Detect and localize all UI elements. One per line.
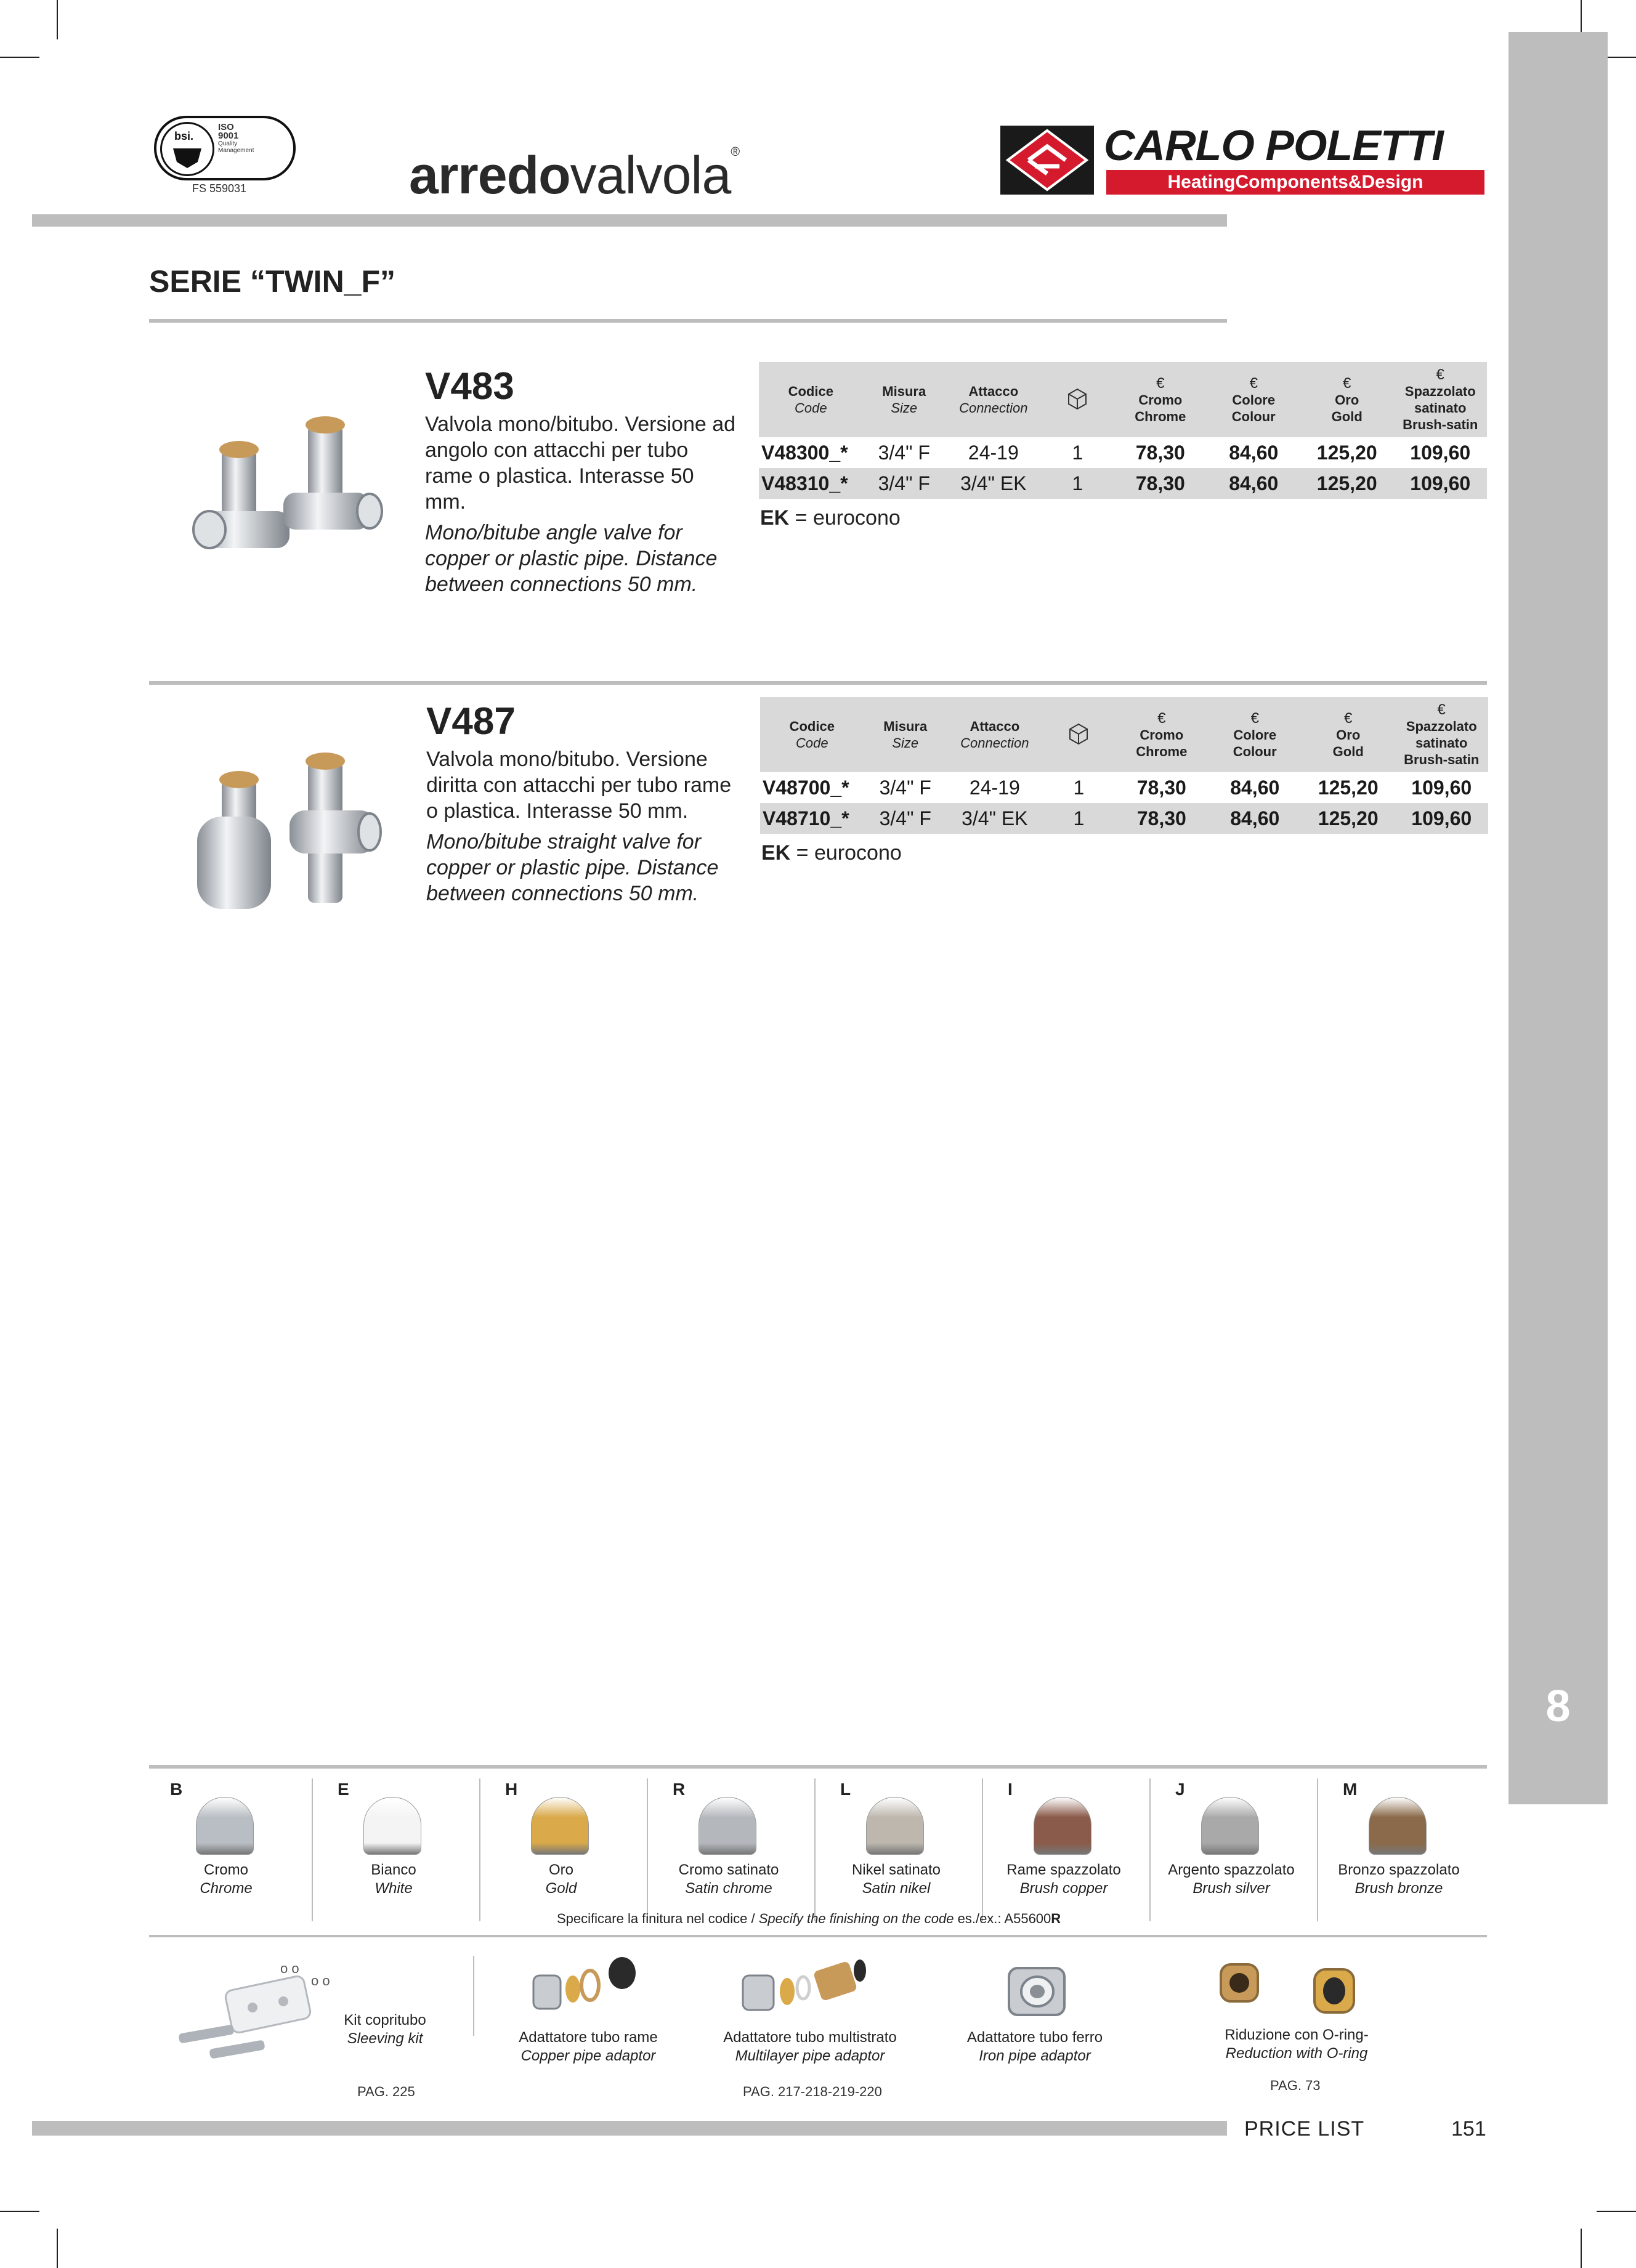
- table-row: [759, 468, 1487, 499]
- header-label: Attacco: [968, 384, 1019, 399]
- cell-size: 3/4" F: [863, 468, 946, 499]
- finish-name-it: Bianco: [371, 1862, 416, 1878]
- accessory-name-en: Sleeving kit: [347, 2030, 423, 2047]
- finish-name-en: Satin chrome: [685, 1880, 772, 1897]
- finish-label: [310, 1861, 477, 1898]
- finish-swatch-icon: [699, 1797, 756, 1855]
- table-row: [759, 437, 1487, 468]
- arredovalvola-logo: [409, 145, 739, 206]
- cell-colour: 84,60: [1207, 468, 1300, 499]
- cell-size: 3/4" F: [864, 803, 947, 834]
- table-row: [760, 803, 1488, 834]
- cell-gold: 125,20: [1316, 441, 1377, 464]
- accessory-label: [1207, 2026, 1386, 2063]
- header-label: Misura: [883, 719, 928, 734]
- col-code-header: [760, 697, 864, 772]
- description-english: Mono/bitube straight valve for copper or plastic pipe. Distance between connections 50 mm.: [426, 830, 719, 905]
- finish-label: [478, 1861, 644, 1898]
- finish-name-en: White: [375, 1880, 413, 1897]
- crop-mark: [0, 2211, 39, 2212]
- box-icon: [1043, 697, 1115, 772]
- copper-pipe-adaptor-image: [530, 1951, 647, 2019]
- header-label: Spazzolato satinato: [1404, 384, 1476, 416]
- cell-satin: 109,60: [1395, 803, 1488, 834]
- col-colour-header: [1207, 362, 1300, 437]
- brand-registered: ®: [731, 145, 740, 159]
- page-reference: PAG. 225: [357, 2084, 415, 2099]
- spec-note-example-suffix: R: [1051, 1911, 1061, 1926]
- sleeving-kit-image: [172, 1964, 351, 2063]
- box-icon: [1042, 362, 1114, 437]
- finish-letter: M: [1343, 1780, 1358, 1799]
- euro-symbol: €: [1250, 709, 1259, 727]
- accessory-name-en: Reduction with O-ring: [1225, 2045, 1368, 2062]
- svg-text:o o: o o: [311, 1973, 330, 1988]
- iso-cert-text: ISO: [218, 122, 234, 132]
- page-reference: PAG. 73: [1270, 2078, 1321, 2093]
- oring-reduction-image: [1213, 1959, 1367, 2021]
- cell-connection: 24-19: [969, 776, 1020, 799]
- cell-connection: 3/4" EK: [946, 468, 1042, 499]
- header-label: Attacco: [970, 719, 1020, 734]
- ek-definition: = eurocono: [789, 506, 901, 530]
- iso-cert-text: bsi.: [174, 130, 194, 142]
- finish-label: [981, 1861, 1147, 1898]
- finish-letter: H: [505, 1780, 518, 1799]
- euro-symbol: €: [1436, 366, 1444, 383]
- product-image-v487: [185, 749, 407, 934]
- cell-connection: 24-19: [968, 441, 1019, 464]
- col-code-header: [759, 362, 863, 437]
- section-number: 8: [1545, 1682, 1571, 1731]
- finish-letter: L: [840, 1780, 851, 1799]
- footer-bar: [32, 2121, 1227, 2136]
- finish-name-en: Gold: [545, 1880, 577, 1897]
- product-description: [426, 746, 740, 906]
- header-label: Codice: [789, 719, 835, 734]
- finish-name-en: Satin nikel: [862, 1880, 931, 1897]
- finish-swatch-icon: [531, 1797, 589, 1855]
- cell-code: V48310_*: [759, 468, 863, 499]
- col-connection-header: [946, 362, 1042, 437]
- header-label: Cromo: [1140, 727, 1184, 743]
- finish-name-it: Bronzo spazzolato: [1338, 1862, 1460, 1878]
- header-label-en: Size: [892, 735, 919, 751]
- section-side-tab: [1508, 32, 1608, 1804]
- header-label-en: Code: [794, 400, 827, 416]
- eurocono-note: [761, 841, 902, 865]
- iso-cert-text: 9001: [218, 131, 239, 141]
- finish-swatch-icon: [1034, 1797, 1091, 1855]
- col-satin-header: [1395, 697, 1488, 772]
- finish-name-en: Chrome: [200, 1880, 253, 1897]
- price-table-v483: [759, 362, 1487, 499]
- header-divider: [32, 214, 1227, 227]
- carlo-poletti-emblem-icon: [1000, 126, 1094, 195]
- cell-gold: 125,20: [1302, 803, 1395, 834]
- finish-swatch-icon: [1201, 1797, 1259, 1855]
- finish-specification-note: [557, 1911, 1061, 1927]
- header-label: Oro: [1336, 727, 1361, 743]
- finish-letter: B: [170, 1780, 183, 1799]
- product-divider: [149, 681, 1487, 685]
- footer-price-list-label: PRICE LIST: [1244, 2117, 1365, 2141]
- finish-letter: E: [338, 1780, 349, 1799]
- header-label-en: Chrome: [1135, 408, 1186, 424]
- finish-swatch-icon: [1369, 1797, 1427, 1855]
- crop-mark: [1597, 2211, 1636, 2212]
- ek-definition: = eurocono: [790, 841, 902, 865]
- product-description: [425, 411, 739, 597]
- header-label: Colore: [1233, 727, 1277, 743]
- fs-certificate-code: FS 559031: [192, 182, 247, 195]
- ek-abbreviation: EK: [761, 841, 791, 865]
- col-satin-header: [1393, 362, 1487, 437]
- accessory-divider: [473, 1956, 474, 2036]
- bsi-crown-icon: [160, 122, 214, 176]
- euro-symbol: €: [1344, 709, 1353, 727]
- finishes-top-divider: [149, 1765, 1487, 1769]
- description-italian: Valvola mono/bitubo. Versione diritta con attacchi per tubo rame o plastica. Interasse 50 mm.: [426, 748, 732, 823]
- finish-letter: I: [1008, 1780, 1013, 1799]
- col-size-header: [864, 697, 947, 772]
- finish-divider: [647, 1778, 648, 1921]
- finish-name-it: Cromo satinato: [678, 1862, 779, 1878]
- cell-code: V48700_*: [763, 776, 849, 799]
- accessory-name-it: Riduzione con O-ring-: [1225, 2027, 1369, 2043]
- page-number: 151: [1451, 2117, 1486, 2141]
- cell-chrome: 78,30: [1114, 468, 1207, 499]
- iso-cert-text: Management: [218, 147, 254, 154]
- cell-chrome: 78,30: [1136, 776, 1186, 799]
- finish-name-en: Brush copper: [1019, 1880, 1108, 1897]
- crop-mark: [57, 0, 58, 39]
- brand-bold: arredo: [409, 146, 570, 205]
- finish-label: [1316, 1861, 1482, 1898]
- finish-divider: [1317, 1778, 1318, 1921]
- header-label: Misura: [882, 384, 926, 399]
- iso-certification-logo: [154, 116, 296, 180]
- cell-gold: 125,20: [1318, 776, 1379, 799]
- accessory-label: [949, 2028, 1121, 2065]
- finish-letter: R: [673, 1780, 686, 1799]
- cell-qty: 1: [1043, 803, 1115, 834]
- euro-symbol: €: [1157, 709, 1166, 727]
- iron-pipe-adaptor-image: [1000, 1956, 1074, 2024]
- finish-divider: [982, 1778, 983, 1921]
- cell-colour: 84,60: [1209, 803, 1302, 834]
- cell-code: V48710_*: [760, 803, 864, 834]
- header-label: Codice: [788, 384, 833, 399]
- finish-name-it: Oro: [548, 1862, 573, 1878]
- price-table-v487: [760, 697, 1488, 834]
- accessory-name-en: Multilayer pipe adaptor: [735, 2048, 885, 2064]
- finish-divider: [814, 1778, 816, 1921]
- euro-symbol: €: [1156, 374, 1165, 392]
- header-label-en: Colour: [1231, 408, 1276, 424]
- accessory-label: [333, 2011, 437, 2048]
- header-label-en: Brush-satin: [1404, 752, 1480, 767]
- col-colour-header: [1209, 697, 1302, 772]
- cell-chrome: 78,30: [1115, 803, 1208, 834]
- crop-mark: [1581, 2229, 1582, 2268]
- accessory-label: [505, 2028, 671, 2065]
- col-size-header: [863, 362, 946, 437]
- accessory-name-it: Adattatore tubo multistrato: [723, 2029, 897, 2046]
- cell-qty: 1: [1072, 441, 1083, 464]
- header-label: Spazzolato satinato: [1406, 719, 1477, 751]
- header-label-en: Brush-satin: [1403, 417, 1478, 432]
- finish-label: [813, 1861, 979, 1898]
- cell-connection: 3/4" EK: [947, 803, 1043, 834]
- accessory-name-it: Adattatore tubo ferro: [966, 2029, 1103, 2046]
- header-label-en: Colour: [1233, 743, 1277, 759]
- description-english: Mono/bitube angle valve for copper or plastic pipe. Distance between connections 50 mm.: [425, 521, 718, 596]
- accessory-name-it: Kit copritubo: [344, 2012, 426, 2028]
- series-divider: [149, 319, 1227, 323]
- accessory-name-it: Adattatore tubo rame: [519, 2029, 658, 2046]
- cell-qty: 1: [1073, 776, 1085, 799]
- finish-name-it: Nikel satinato: [851, 1862, 941, 1878]
- header-label-en: Gold: [1332, 743, 1364, 759]
- finish-swatch-icon: [363, 1797, 421, 1855]
- cell-colour: 84,60: [1229, 441, 1279, 464]
- finish-name-it: Argento spazzolato: [1168, 1862, 1295, 1878]
- col-connection-header: [947, 697, 1043, 772]
- finish-swatch-icon: [196, 1797, 254, 1855]
- header-label-en: Gold: [1331, 408, 1363, 424]
- eurocono-note: [760, 506, 901, 530]
- header-label: Colore: [1232, 392, 1276, 408]
- cell-satin: 109,60: [1411, 776, 1472, 799]
- col-chrome-header: [1115, 697, 1208, 772]
- header-label-en: Connection: [960, 735, 1029, 751]
- company-name: CARLO POLETTI: [1104, 121, 1443, 169]
- cell-satin: 109,60: [1410, 441, 1471, 464]
- spec-note-italian: Specificare la finitura nel codice /: [557, 1911, 759, 1926]
- euro-symbol: €: [1343, 374, 1351, 392]
- col-gold-header: [1300, 362, 1393, 437]
- crop-mark: [0, 57, 39, 58]
- finishes-bottom-divider: [149, 1935, 1487, 1937]
- finish-name-it: Rame spazzolato: [1006, 1862, 1121, 1878]
- table-row: [760, 772, 1488, 803]
- euro-symbol: €: [1437, 701, 1446, 718]
- crop-mark: [57, 2229, 58, 2268]
- cell-gold: 125,20: [1300, 468, 1393, 499]
- multilayer-pipe-adaptor-image: [739, 1951, 875, 2019]
- svg-text:o o: o o: [280, 1964, 299, 1976]
- cell-colour: 84,60: [1230, 776, 1280, 799]
- iso-cert-text: Quality: [218, 140, 238, 147]
- accessory-name-en: Copper pipe adaptor: [520, 2048, 656, 2064]
- cell-qty: 1: [1042, 468, 1114, 499]
- accessory-name-en: Iron pipe adaptor: [979, 2048, 1091, 2064]
- col-chrome-header: [1114, 362, 1207, 437]
- header-label: Oro: [1335, 392, 1359, 408]
- series-title: SERIE “TWIN_F”: [149, 264, 396, 299]
- description-italian: Valvola mono/bitubo. Versione ad angolo con attacchi per tubo rame o plastica. Interasse 50 mm.: [425, 413, 736, 514]
- finish-divider: [1149, 1778, 1151, 1921]
- page-reference: PAG. 217-218-219-220: [743, 2084, 882, 2099]
- header-label-en: Chrome: [1136, 743, 1188, 759]
- finish-name-en: Brush silver: [1193, 1880, 1270, 1897]
- col-gold-header: [1302, 697, 1395, 772]
- finish-label: [1148, 1861, 1314, 1898]
- ek-abbreviation: EK: [760, 506, 790, 530]
- finish-letter: J: [1175, 1780, 1185, 1799]
- finish-swatch-icon: [866, 1797, 924, 1855]
- header-label-en: Size: [891, 400, 918, 416]
- iso-cert-text-block: [218, 123, 283, 154]
- euro-symbol: €: [1249, 374, 1258, 392]
- spec-note-english: Specify the finishing on the code: [758, 1911, 954, 1926]
- finish-label: [646, 1861, 812, 1898]
- finish-divider: [479, 1778, 480, 1921]
- finish-divider: [312, 1778, 313, 1921]
- cell-size: 3/4" F: [879, 776, 931, 799]
- header-label-en: Connection: [959, 400, 1028, 416]
- cell-code: V48300_*: [761, 441, 848, 464]
- cell-satin: 109,60: [1393, 468, 1487, 499]
- cell-chrome: 78,30: [1135, 441, 1185, 464]
- finish-name-en: Brush bronze: [1355, 1880, 1443, 1897]
- product-image-v483: [185, 406, 407, 579]
- spec-note-example: es./ex.: A55600: [954, 1911, 1051, 1926]
- product-code: V487: [426, 700, 516, 743]
- header-label-en: Code: [795, 735, 828, 751]
- product-code: V483: [425, 365, 514, 408]
- company-tagline: HeatingComponents&Design: [1106, 170, 1484, 195]
- accessory-label: [715, 2028, 905, 2065]
- header-label: Cromo: [1138, 392, 1183, 408]
- cell-size: 3/4" F: [878, 441, 930, 464]
- finish-label: [143, 1861, 309, 1898]
- finish-name-it: Cromo: [203, 1862, 248, 1878]
- brand-light: valvola: [570, 146, 731, 205]
